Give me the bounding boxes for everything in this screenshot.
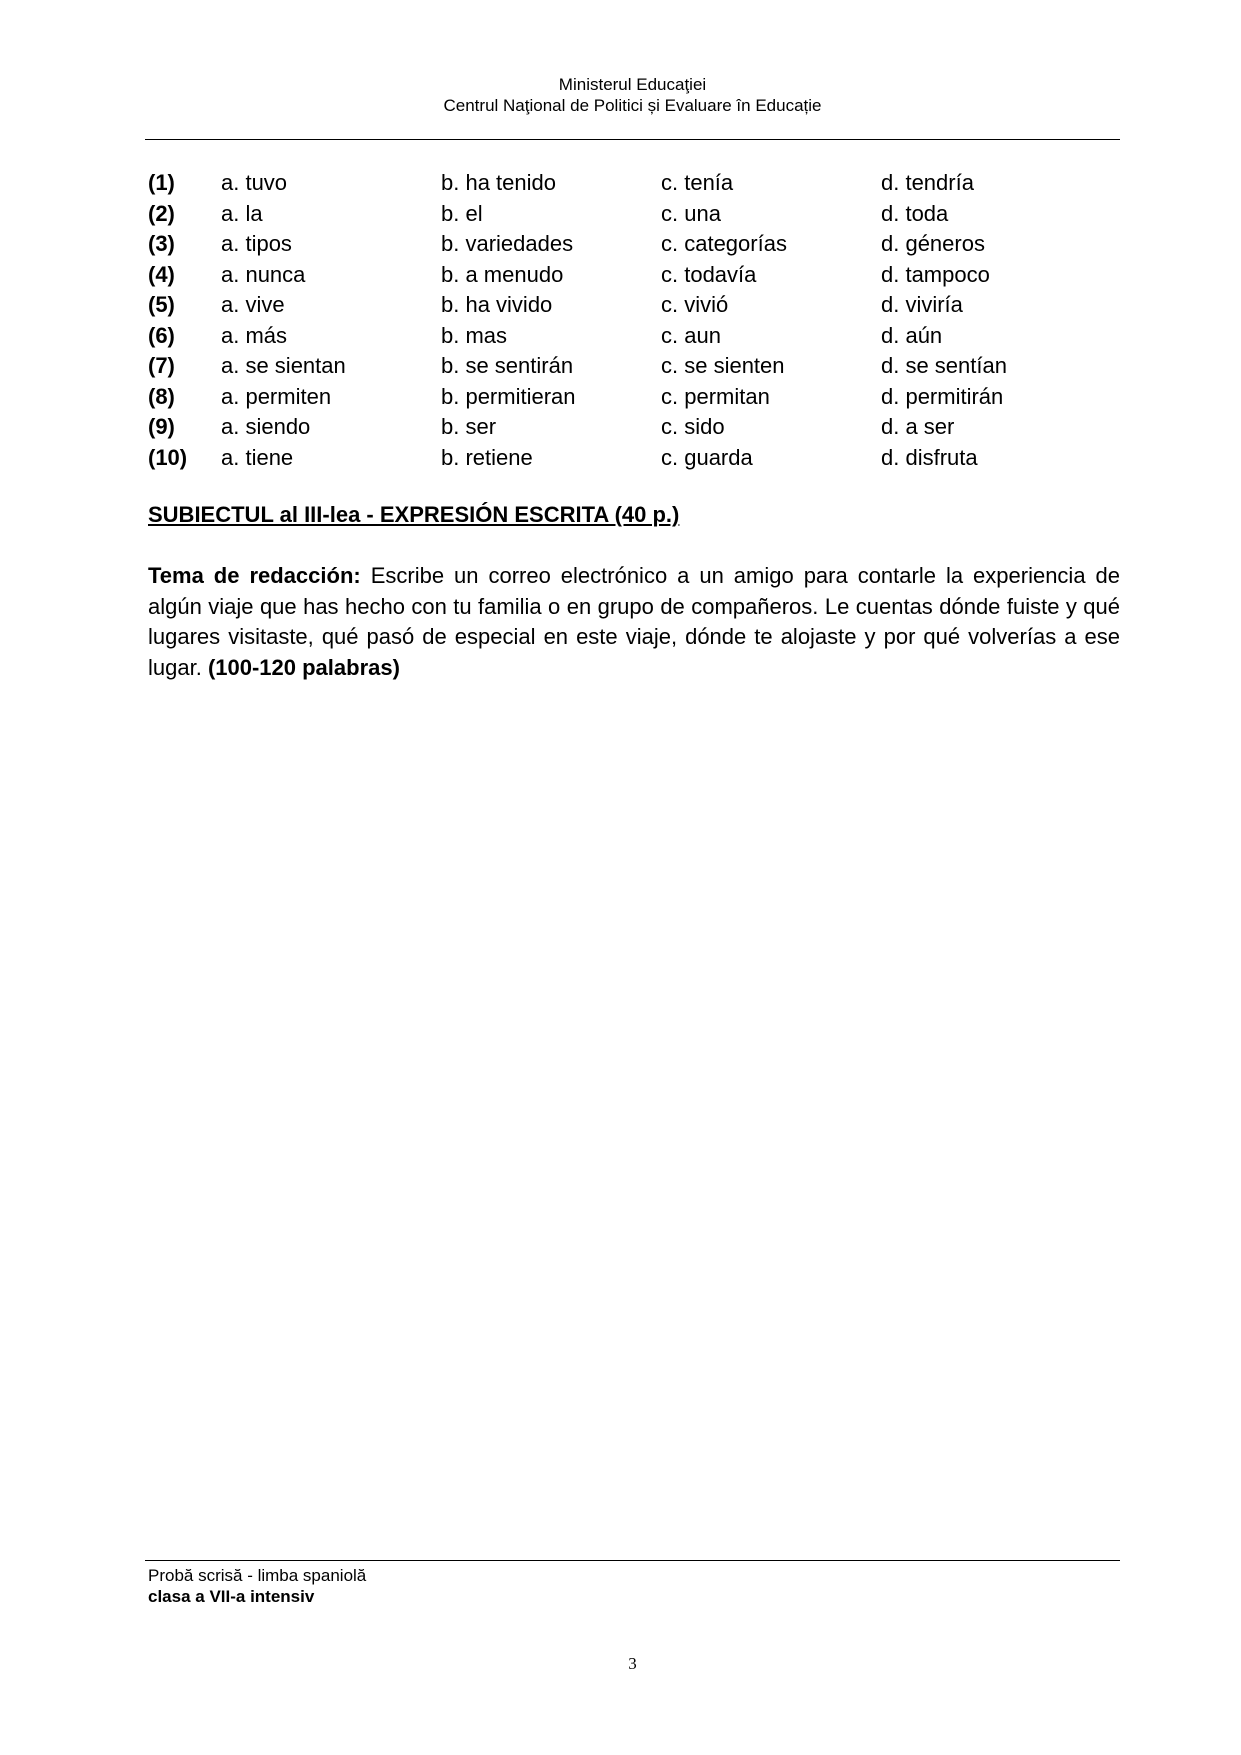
option-c: c. vivió <box>661 292 729 317</box>
item-number: (8) <box>148 383 175 409</box>
option-a: a. tiene <box>221 444 294 470</box>
item-number: (2) <box>148 200 175 226</box>
option-d: d. tampoco <box>881 261 990 287</box>
option-a: a. más <box>221 322 288 348</box>
class-level: clasa a VII-a intensiv <box>148 1587 315 1606</box>
option-c: c. guarda <box>661 444 753 470</box>
option-b: b. mas <box>441 322 508 348</box>
option-a: a. se sientan <box>221 353 346 378</box>
option-b: b. permitieran <box>441 383 576 409</box>
item-number: (6) <box>148 322 175 348</box>
writing-prompt <box>148 561 1120 683</box>
option-d: d. permitirán <box>881 383 1004 409</box>
header-divider <box>145 139 1120 140</box>
option-c: c. se sienten <box>661 353 785 378</box>
option-c: c. una <box>661 200 721 226</box>
item-number: (9) <box>148 414 175 439</box>
option-b: b. variedades <box>441 231 574 256</box>
option-a: a. permiten <box>221 383 332 409</box>
option-b: b. ser <box>441 414 497 439</box>
page-number: 3 <box>628 1654 637 1673</box>
option-d: d. aún <box>881 322 943 348</box>
option-a: a. siendo <box>221 414 311 439</box>
option-b: b. el <box>441 200 483 226</box>
item-number: (1) <box>148 170 175 195</box>
item-number: (7) <box>148 353 175 378</box>
option-b: b. retiene <box>441 444 533 470</box>
item-number: (10) <box>148 444 188 470</box>
option-d: d. viviría <box>881 292 963 317</box>
option-a: a. nunca <box>221 261 306 287</box>
option-a: a. tuvo <box>221 170 288 195</box>
option-c: c. permitan <box>661 383 770 409</box>
document-footer <box>148 1565 366 1607</box>
option-a: a. vive <box>221 292 285 317</box>
item-number: (5) <box>148 292 175 317</box>
option-d: d. se sentían <box>881 353 1007 378</box>
option-b: b. a menudo <box>441 261 564 287</box>
option-a: a. tipos <box>221 231 292 256</box>
option-d: d. tendría <box>881 170 974 195</box>
option-c: c. categorías <box>661 231 787 256</box>
option-d: d. a ser <box>881 414 955 439</box>
ministry-name: Ministerul Educaţiei <box>558 75 707 94</box>
item-number: (4) <box>148 261 175 287</box>
option-b: b. ha tenido <box>441 170 556 195</box>
option-d: d. géneros <box>881 231 985 256</box>
document-header <box>145 74 1120 116</box>
option-d: d. toda <box>881 200 949 226</box>
option-c: c. aun <box>661 322 721 348</box>
option-a: a. la <box>221 200 263 226</box>
option-c: c. tenía <box>661 170 734 195</box>
word-limit: (100-120 palabras) <box>207 654 400 680</box>
center-name: Centrul Naţional de Politici și Evaluare în Educație <box>443 96 822 115</box>
option-b: b. se sentirán <box>441 353 574 378</box>
prompt-label: Tema de redacción: <box>148 563 361 588</box>
prompt-text: Escribe un correo electrónico a un amigo para contarle la experiencia de algún viaje que has hecho con tu familia o en grupo de compañeros. Le cuentas dónde fuiste y qué lugares visitaste, qué pasó de especial en este viaje, dónde te alojaste y por qué volverías a ese lugar. <box>148 563 1120 680</box>
exam-name: Probă scrisă - limba spaniolă <box>148 1566 367 1585</box>
item-number: (3) <box>148 231 175 256</box>
section-title: SUBIECTUL al III-lea - EXPRESIÓN ESCRITA (40 p.) <box>148 502 680 527</box>
option-d: d. disfruta <box>881 444 978 470</box>
footer-divider <box>145 1560 1120 1561</box>
option-c: c. sido <box>661 414 725 439</box>
option-b: b. ha vivido <box>441 292 553 317</box>
option-c: c. todavía <box>661 261 757 287</box>
